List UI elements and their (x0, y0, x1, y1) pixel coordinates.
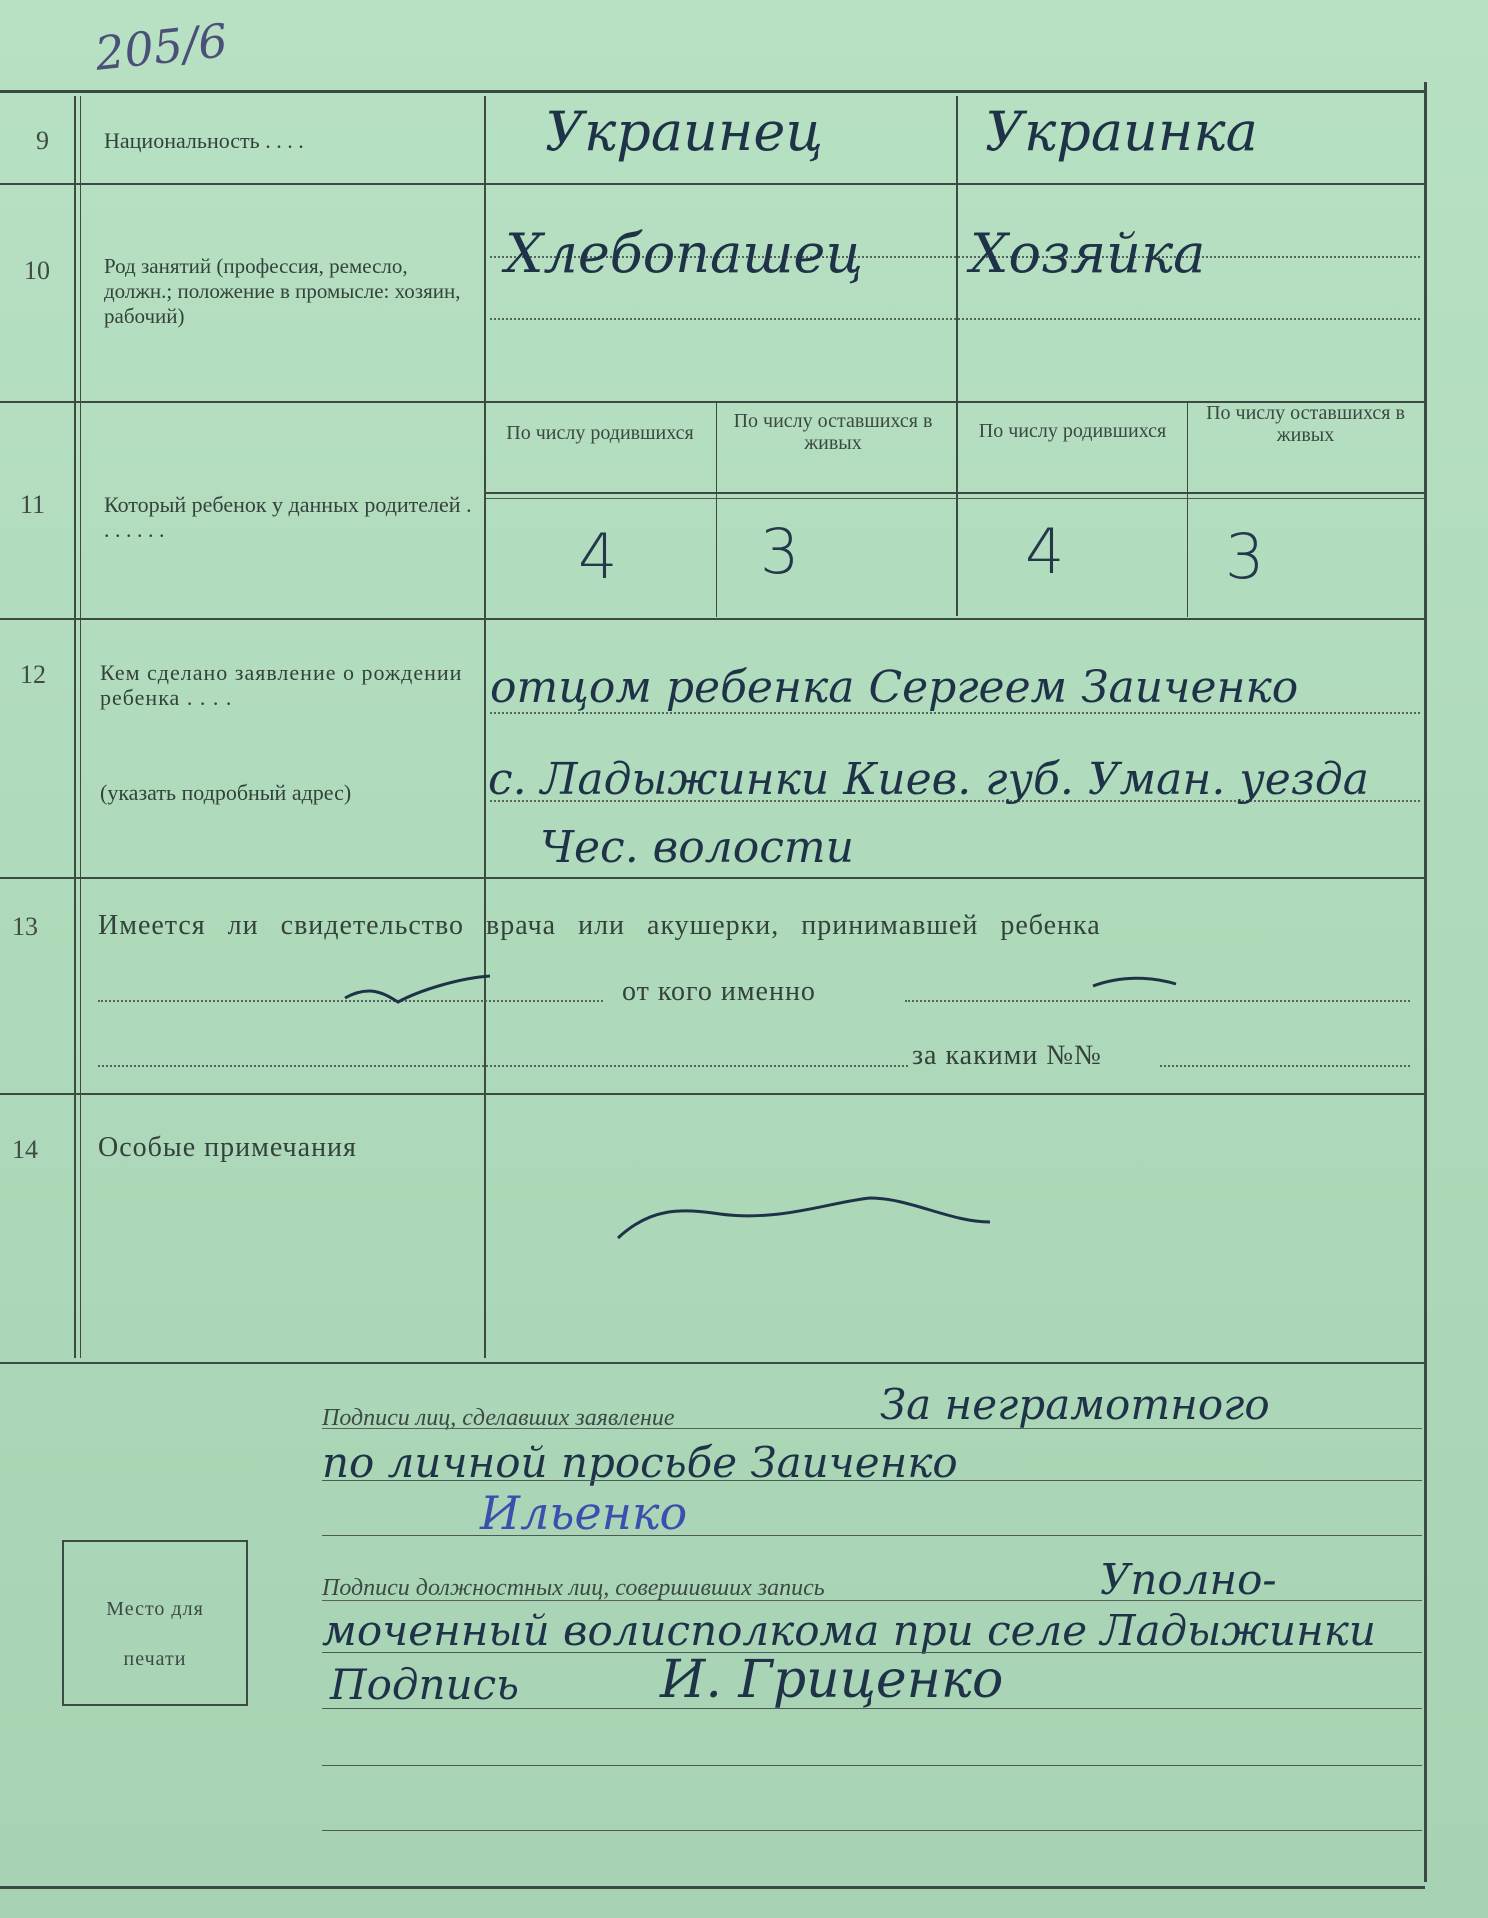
applicant-sign-3: Ильенко (480, 1486, 688, 1540)
mother-alive-count: 3 (1225, 520, 1265, 593)
row-11-number: 11 (20, 490, 46, 519)
officials-sign-1: Уполно- (1100, 1555, 1277, 1604)
child-order-text: Который ребенок у данных родителей (104, 492, 461, 517)
stamp-place-label: Место для печати (106, 1598, 204, 1670)
officials-sign-4: И. Гриценко (660, 1650, 1004, 1710)
father-nationality: Украинец (545, 100, 824, 163)
officials-sign-2: моченный волисполкома при селе Ладыжинки (322, 1606, 1376, 1655)
row-9-number: 9 (36, 126, 49, 155)
declarant-text: Кем сделано заявление о рождении ребенка (100, 660, 463, 710)
mother-alive-header: По числу оставшихся в живых (1206, 402, 1405, 446)
sign-line (322, 1428, 1422, 1429)
officials-sign-3: Подпись (330, 1660, 520, 1709)
mother-nationality: Украинка (985, 100, 1258, 163)
sign-line (322, 1708, 1422, 1709)
mother-born-count: 4 (1025, 515, 1065, 588)
row-14-number: 14 (12, 1135, 38, 1164)
label-column-divider (484, 96, 486, 1358)
row-separator (0, 1093, 1425, 1095)
father-born-count: 4 (578, 520, 618, 593)
table-top-border (0, 90, 1425, 93)
row-10-guide-line (490, 318, 1420, 320)
applicant-sign-2: по личной просьбе Заиченко (322, 1438, 958, 1487)
row-separator (0, 1362, 1425, 1364)
father-alive-header: По числу оставшихся в живых (733, 410, 933, 454)
dash-mark-2 (1090, 970, 1180, 1000)
parent-column-divider (956, 96, 958, 616)
dash-mark-3 (610, 1188, 1000, 1248)
sign-line (322, 1600, 1422, 1601)
row-12-number: 12 (20, 660, 46, 689)
sign-line (322, 1830, 1422, 1831)
row-separator (0, 618, 1425, 620)
applicant-sign-1: За неграмотного (880, 1380, 1270, 1429)
address-handwriting-2: Чес. волости (540, 822, 854, 873)
address-label: (указать подробный адрес) (100, 780, 352, 805)
dash-mark (340, 970, 500, 1010)
applicant-signatures-label: Подписи лиц, сделавших заявление (322, 1405, 675, 1431)
sign-line (322, 1765, 1422, 1766)
child-order-label: Который ребенок у данных родителей . . . . . . . (104, 492, 472, 542)
special-notes-label: Особые примечания (98, 1132, 357, 1163)
archive-number: 205/6 (92, 13, 231, 81)
numbers-line (98, 1065, 908, 1067)
row-separator (0, 877, 1425, 879)
sign-line (322, 1480, 1422, 1481)
occupation-label: Род занятий (профессия, ремесло, должн.; положение в промысле: хозяин, рабочий) (104, 254, 461, 328)
from-whom-label: от кого именно (622, 976, 816, 1007)
row-9-label: Национальность . . . . (104, 128, 304, 153)
father-born-header: По числу родившихся (506, 422, 694, 444)
count-header-underline-2 (486, 498, 1424, 499)
declarant-label: Кем сделано заявление о рождении ребенка . . . . (100, 660, 463, 710)
row-separator (0, 183, 1425, 185)
from-whom-line (905, 1000, 1410, 1002)
mother-occupation: Хозяйка (970, 222, 1206, 285)
father-alive-count: 3 (760, 515, 800, 588)
father-occupation: Хлебопашец (505, 222, 864, 285)
count-column-divider (716, 403, 717, 617)
officials-signatures-label: Подписи должностных лиц, совершивших запись (322, 1575, 825, 1601)
numbers-line-2 (1160, 1065, 1410, 1067)
nationality-label: Национальность (104, 128, 260, 153)
count-header-underline (486, 492, 1424, 494)
number-column-divider (74, 96, 76, 1358)
table-bottom-border (0, 1886, 1425, 1889)
declarant-handwriting: отцом ребенка Сергеем Заиченко (490, 662, 1299, 713)
mother-born-header: По числу родившихся (978, 420, 1167, 442)
table-right-border (1424, 82, 1427, 1882)
row-13-number: 13 (12, 912, 38, 941)
address-handwriting-1: с. Ладыжинки Киев. губ. Уман. уезда (488, 754, 1369, 805)
by-numbers-label: за какими №№ (912, 1040, 1102, 1071)
sign-line (322, 1535, 1422, 1536)
count-column-divider (1187, 403, 1188, 617)
certificate-question: Имеется ли свидетельство врача или акушерки, принимавшей ребенка (98, 910, 1101, 941)
number-column-divider-2 (80, 96, 81, 1358)
row-10-number: 10 (24, 256, 50, 285)
stamp-place-box (62, 1540, 248, 1706)
